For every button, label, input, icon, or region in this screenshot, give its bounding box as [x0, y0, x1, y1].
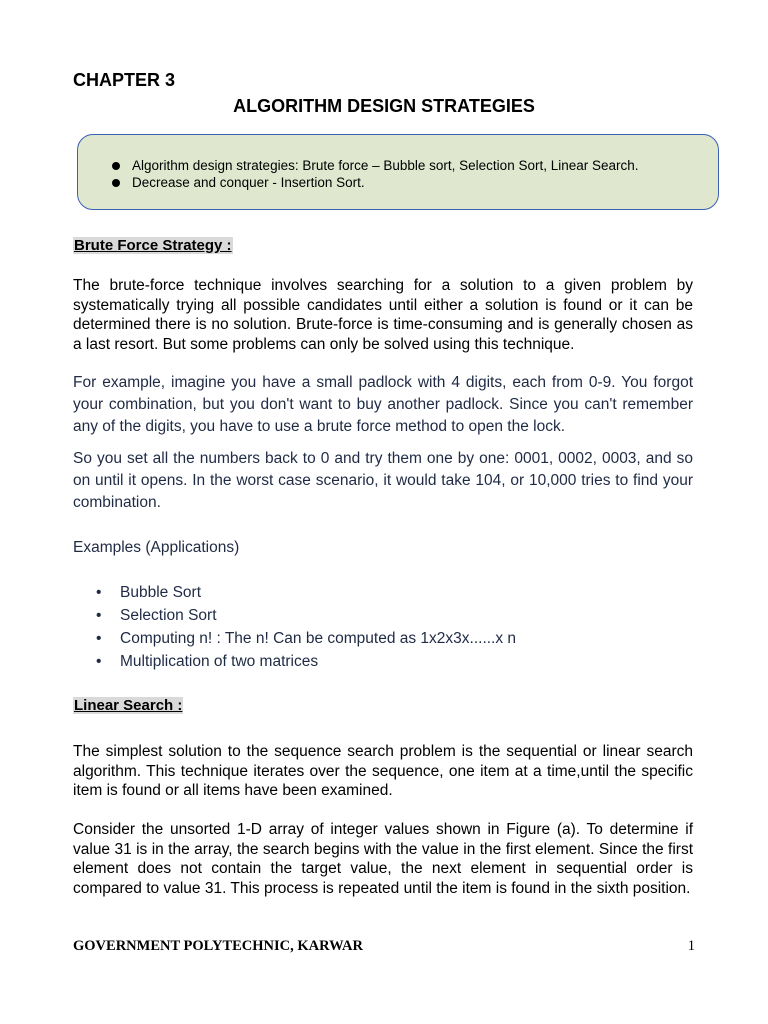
- brute-force-paragraph: The brute-force technique involves searching for a solution to a given problem by systematically trying all possible candidates until either a solution is found or it can be determined there is no solution. Brute-force is time-consuming and is generally chosen as a last resort. But some problems can only be solved using this technique.: [73, 277, 693, 353]
- linear-search-paragraph: The simplest solution to the sequence search problem is the sequential or linear search algorithm. This technique iterates over the sequence, one item at a time,until the specific item is found or all items have been examined.: [73, 743, 693, 799]
- unsorted-array-paragraph: Consider the unsorted 1-D array of integer values shown in Figure (a). To determine if value 31 is in the array, the search begins with the value in the first element. Since the first element does not contain the target value, the next element in sequential order is compared to value 31. This process is repeated until the item is found in the sixth position.: [73, 821, 693, 897]
- examples-label: Examples (Applications): [73, 539, 240, 556]
- linear-search-heading: Linear Search :: [74, 697, 183, 714]
- chapter-number: CHAPTER 3: [73, 70, 176, 90]
- list-item: [96, 650, 516, 673]
- summary-item-text: Algorithm design strategies: Brute force – Bubble sort, Selection Sort, Linear Search.: [132, 158, 639, 173]
- list-item: [96, 627, 516, 650]
- bullet-icon: •: [96, 607, 102, 624]
- list-item: [96, 604, 516, 627]
- list-item-text: Bubble Sort: [120, 584, 201, 601]
- page-number: 1: [687, 938, 695, 954]
- page-title: ALGORITHM DESIGN STRATEGIES: [233, 96, 535, 116]
- summary-list: [112, 157, 639, 191]
- list-item: [96, 581, 516, 604]
- summary-item: [112, 174, 639, 191]
- summary-item-text: Decrease and conquer - Insertion Sort.: [132, 175, 365, 190]
- footer-institution: GOVERNMENT POLYTECHNIC, KARWAR: [73, 938, 363, 954]
- bullet-dot-icon: [112, 179, 120, 187]
- bullet-icon: •: [96, 653, 102, 670]
- bullet-icon: •: [96, 630, 102, 647]
- examples-list: [96, 581, 516, 673]
- summary-item: [112, 157, 639, 174]
- summary-box: [77, 134, 719, 210]
- worst-case-paragraph: So you set all the numbers back to 0 and try them one by one: 0001, 0002, 0003, and so on until it opens. In the worst case scenario, it would take 104, or 10,000 tries to find your combination.: [73, 450, 693, 511]
- list-item-text: Computing n! : The n! Can be computed as 1x2x3x......x n: [120, 630, 517, 647]
- list-item-text: Selection Sort: [120, 607, 217, 624]
- bullet-icon: •: [96, 584, 102, 601]
- list-item-text: Multiplication of two matrices: [120, 653, 319, 670]
- padlock-example-paragraph: For example, imagine you have a small padlock with 4 digits, each from 0-9. You forgot your combination, but you don't want to buy another padlock. Since you can't remember any of the digits, you have to use a brute force method to open the lock.: [73, 374, 693, 435]
- bullet-dot-icon: [112, 162, 120, 170]
- brute-force-heading: Brute Force Strategy :: [74, 237, 232, 254]
